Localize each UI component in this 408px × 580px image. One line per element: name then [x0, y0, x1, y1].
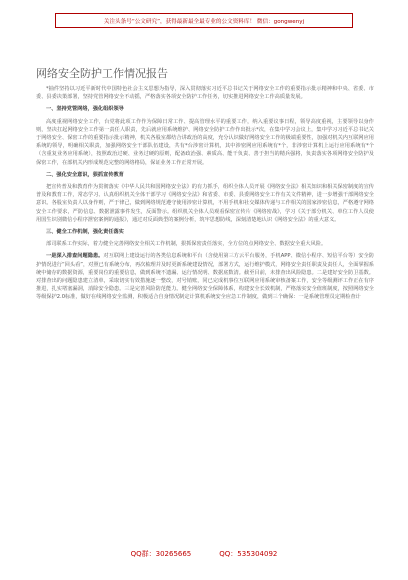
paragraph-section-2: 把宣传普及和教育作为贯彻落实《中华人民共和国网络安全法》的有力抓手，组织全体人员开展《网络安全法》相关知识和相关保密制度的宣传普及和教育工作，常态学习、认真组织机关全体干部学习《网络安全法》和省委、市委、县委网络安全工作有关文件精神，进一步增强干部网络安全意识。各股室负责人以身作则，严于律己，做到网络规范遵守使用涉密计算机，不用手机和社交媒体传递与工作相关的国家涉密信息，严格遵守网络安全工作要求，严防信息、数据泄露事件发生，反面警示。组织机关全体人员观看保密宣传片《网络密战》，学习《关于部分机关、单位工作人员使用国生识别微信小程序泄密案例的通报》，通过对反面典型的案例分析，筑牢思想防线，深刻清楚地认识《网络安全法》的重大意义。: [36, 184, 374, 223]
section-heading-2: 二、强化安全意识，狠抓宣传教育: [46, 171, 124, 178]
paragraph-intro: *抽件坚持以习近平新时代中国特色社会主义思想为指导，深入贯彻落实习近平总书记关于网络安全工作的重要指示批示精神和中央、省委、市委、县委决策部署，坚持党管网络安全不动摇，严格落实各项安全防护工作任务，切实推进网络安全工作高质量发展。: [36, 86, 374, 101]
footer-qq-group: QQ群：30265665: [130, 550, 192, 558]
paragraph-section-3: 部司联系工作实际，着力健全完善网络安全相关工作机制，狠抓保密责任落实，全方位的点网络安全、数据安全重大风险。: [46, 241, 327, 248]
page-title: 网络安全防护工作情况报告: [36, 67, 168, 80]
top-banner: 关注头条号“公文研究”，获得最新最全最专业的公文资料库！ 微信：gongwenyj: [55, 13, 353, 28]
document-body: [36, 85, 374, 306]
section-heading-3: 三、健全工作机制，强化责任落实: [46, 229, 124, 236]
footer-contact: [0, 549, 408, 559]
footer-qq: QQ：535304092: [219, 550, 278, 558]
inline-bold-lead: 一是深入排查问题隐患。: [46, 253, 104, 260]
section-heading-1: 一、坚持党管网络，强化组织领导: [46, 106, 124, 113]
paragraph-section-1: 高度重视网络安全工作，台党将此项工作作为保障日常工作、提高管理水平的重要工作，纳入重要议事日程，领导高度重视，主要领导以身作则，坚决扛起网络安全工作第一责任人职责，先后就应用系统维护、网络安全防护工作作出批示*次，在集中学习会议上，集中学习习近平总书记关于网络安全、保密工作的重要指示批示精神，机关各股室都结合讲政治的高度，充分认识做好网络安全工作的极端重要性，加强对机关内互联网应用系统的领导，明确相关职责，加强网络安全干部队伍建设，共有*台涉密计算机，其中涉密网应用系统有*个，非涉密计算机上运行应用系统有*个（含重复业务应用系统），按照政治过硬、业务过硬的原则，配备政治强、素质高、能干负责、善于担当的精兵强将，负责落实各项网络安全防护及保密工作，在部机关内形成规范完整的网络格局，保证业务工作正常开展。: [36, 118, 374, 166]
paragraph-section-3-detail: [36, 252, 374, 301]
inline-body-text: 对互联网上建设运行的各类信息系统和平台（含使用第三方云平台服务，手机APP、微信小程序、短信平台等）安全防护情况进行“回头看”，对照已有系统分布，再次梳理并及时更新系统建设情况，部署方式，运行维护模式，网络安全责任职责及责任人，全面掌握系统中储存的数据资源，重要岗位的重要信息，做到系统不遗漏、运行情况明、数据底数清。截至目前，未排查出风险隐患。二是建好安全防卫基数。对排查出的问题隐患建立清单，采取切实有效措施逐一整改，对号销账，同已完成机事位互联网应用系统审核备案工作，安全等级测评工作正在有序推进，扎实堵塞漏洞，消除安全隐患。三是完善风险防范能力。健全网络安全保障体系，构建安全长效机制，严格落实安全值班制度，按照网络安全等级保护2.0标准，做好在线网络安全监测，积极适合自身情况制定计算机系统安全应急工作制度，做到三个确保：一是系统管理员定期检查计: [36, 253, 374, 301]
